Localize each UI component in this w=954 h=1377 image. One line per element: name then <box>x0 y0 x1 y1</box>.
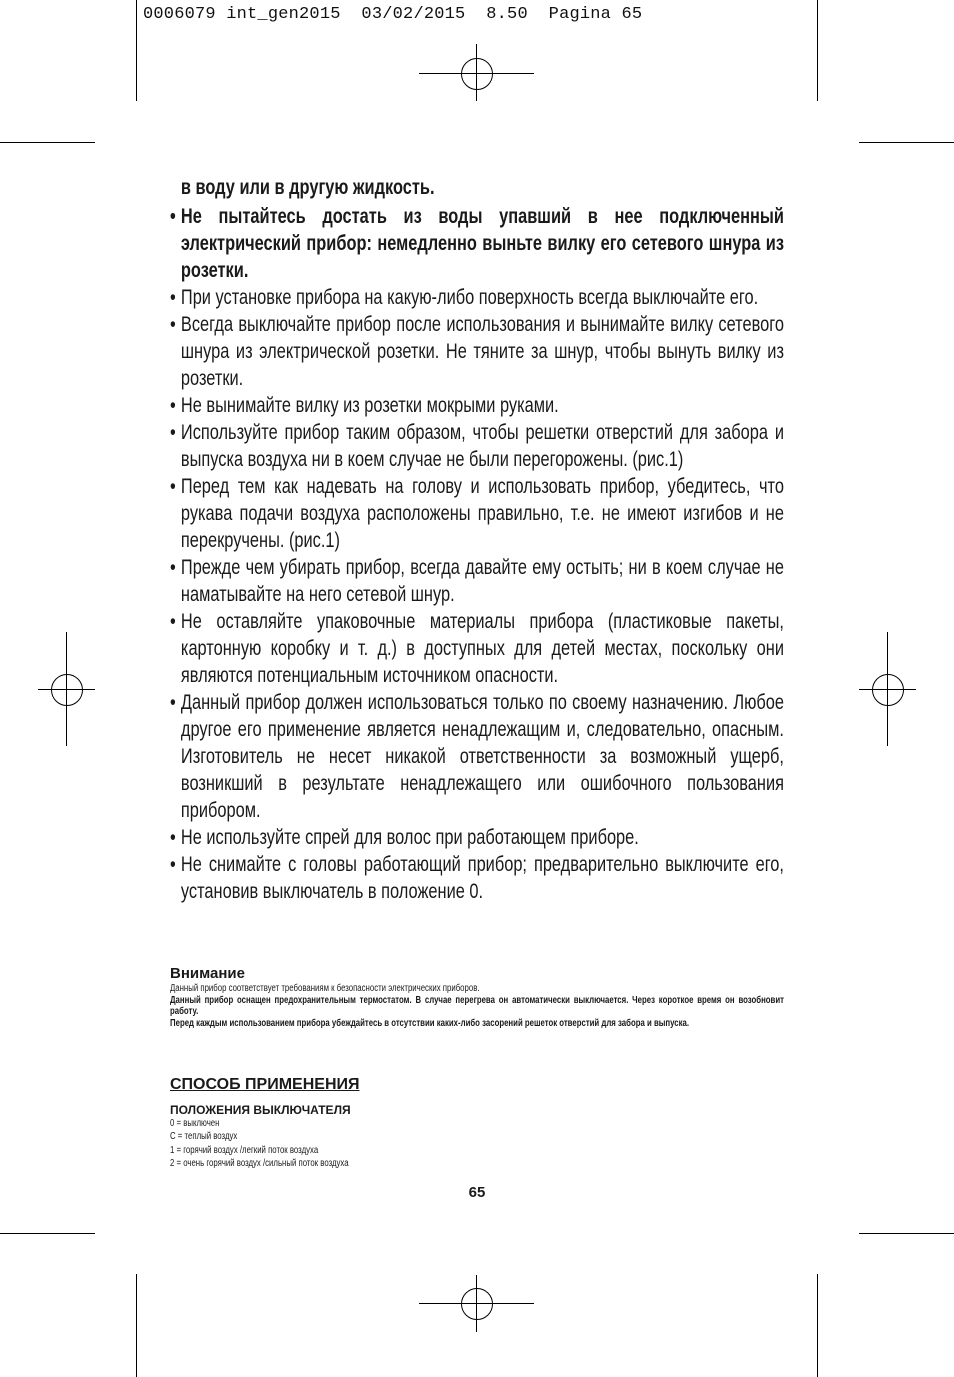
bullet-text: Перед тем как надевать на голову и использовать прибор, убедитесь, что рукава подачи воздуха расположены правильно, т.е. не имеют изгибов и не перекручены. (рис.1) <box>180 475 784 552</box>
safety-bullet-item <box>170 203 784 284</box>
attention-notes <box>170 964 784 1031</box>
bullet-text: Не оставляйте упаковочные материалы прибора (пластиковые пакеты, картонную коробку и т. д.) в доступных для детей местах, поскольку они являются потенциальным источником опасности. <box>180 610 784 687</box>
crop-mark <box>817 0 818 101</box>
page-number: 65 <box>468 1184 486 1201</box>
bullet-text: Не вынимайте вилку из розетки мокрыми руками. <box>180 394 559 417</box>
safety-bullet-list <box>170 203 784 905</box>
crop-mark <box>859 142 954 143</box>
bullet-text: Данный прибор должен использоваться только по своему назначению. Любое другое его применение является ненадлежащим и, следовательно, опасным. Изготовитель не несет никакой ответственности за возможный ущерб, возникший в результате ненадлежащего или ошибочного пользования прибором. <box>180 691 784 822</box>
switch-positions-title: ПОЛОЖЕНИЯ ВЫКЛЮЧАТЕЛЯ <box>170 1103 351 1117</box>
attention-heading: Внимание <box>170 965 245 982</box>
switch-positions-list <box>170 1117 784 1171</box>
crop-mark <box>859 1233 954 1234</box>
switch-position-item: 1 = горячий воздух /легкий поток воздуха <box>170 1144 319 1156</box>
bullet-text: Всегда выключайте прибор после использования и вынимайте вилку сетевого шнура из электрической розетки. Не тяните за шнур, чтобы вынуть вилку из розетки. <box>180 313 784 390</box>
safety-bullet-item <box>170 851 784 905</box>
crop-mark <box>136 0 137 101</box>
print-slug: 0006079 int_gen2015 03/02/2015 8.50 Pagina 65 <box>143 5 643 24</box>
safety-bullet-item <box>170 311 784 392</box>
crop-mark <box>136 1274 137 1377</box>
bullet-text: Используйте прибор таким образом, чтобы решетки отверстий для забора и выпуска воздуха ни в коем случае не были перегорожены. (рис.1) <box>180 421 784 471</box>
usage-title: СПОСОБ ПРИМЕНЕНИЯ <box>170 1076 360 1093</box>
switch-position-item: 2 = очень горячий воздух /сильный поток воздуха <box>170 1158 349 1170</box>
switch-position-item: C = теплый воздух <box>170 1131 238 1143</box>
bullet-text: Не пытайтесь достать из воды упавший в нее подключенный электрический прибор: немедленно выньте вилку его сетевого шнура из розетки. <box>180 205 784 282</box>
crop-mark <box>0 1233 95 1234</box>
safety-bullet-item <box>170 419 784 473</box>
safety-instructions <box>170 174 784 905</box>
bullet-text: При установке прибора на какую-либо поверхность всегда выключайте его. <box>180 286 759 309</box>
safety-bullet-item <box>170 284 784 311</box>
bullet-text: Не снимайте с головы работающий прибор; предварительно выключите его, установив выключатель в положение 0. <box>180 853 784 903</box>
safety-bullet-item <box>170 689 784 824</box>
safety-bullet-item <box>170 608 784 689</box>
switch-position-item: 0 = выключен <box>170 1118 220 1129</box>
attention-note: Данный прибор соответствует требованиям к безопасности электрических приборов. <box>170 983 480 994</box>
bullet-text: Прежде чем убирать прибор, всегда давайте ему остыть; ни в коем случае не наматывайте на него сетевой шнур. <box>180 556 784 606</box>
safety-bullet-item <box>170 554 784 608</box>
attention-note: Перед каждым использованием прибора убеждайтесь в отсутствии каких-либо засорений решеток отверстий для забора и выпуска. <box>170 1017 690 1029</box>
usage-section <box>170 1075 784 1171</box>
bullet-text: Не используйте спрей для волос при работающем приборе. <box>180 826 639 849</box>
safety-bullet-item <box>170 824 784 851</box>
continued-text: в воду или в другую жидкость. <box>180 176 435 199</box>
safety-bullet-item <box>170 473 784 554</box>
safety-bullet-item <box>170 392 784 419</box>
attention-note: Данный прибор оснащен предохранительным термостатом. В случае перегрева он автоматически выключается. Через короткое время он возобновит работу. <box>170 994 784 1018</box>
crop-mark <box>0 142 95 143</box>
crop-mark <box>817 1274 818 1377</box>
